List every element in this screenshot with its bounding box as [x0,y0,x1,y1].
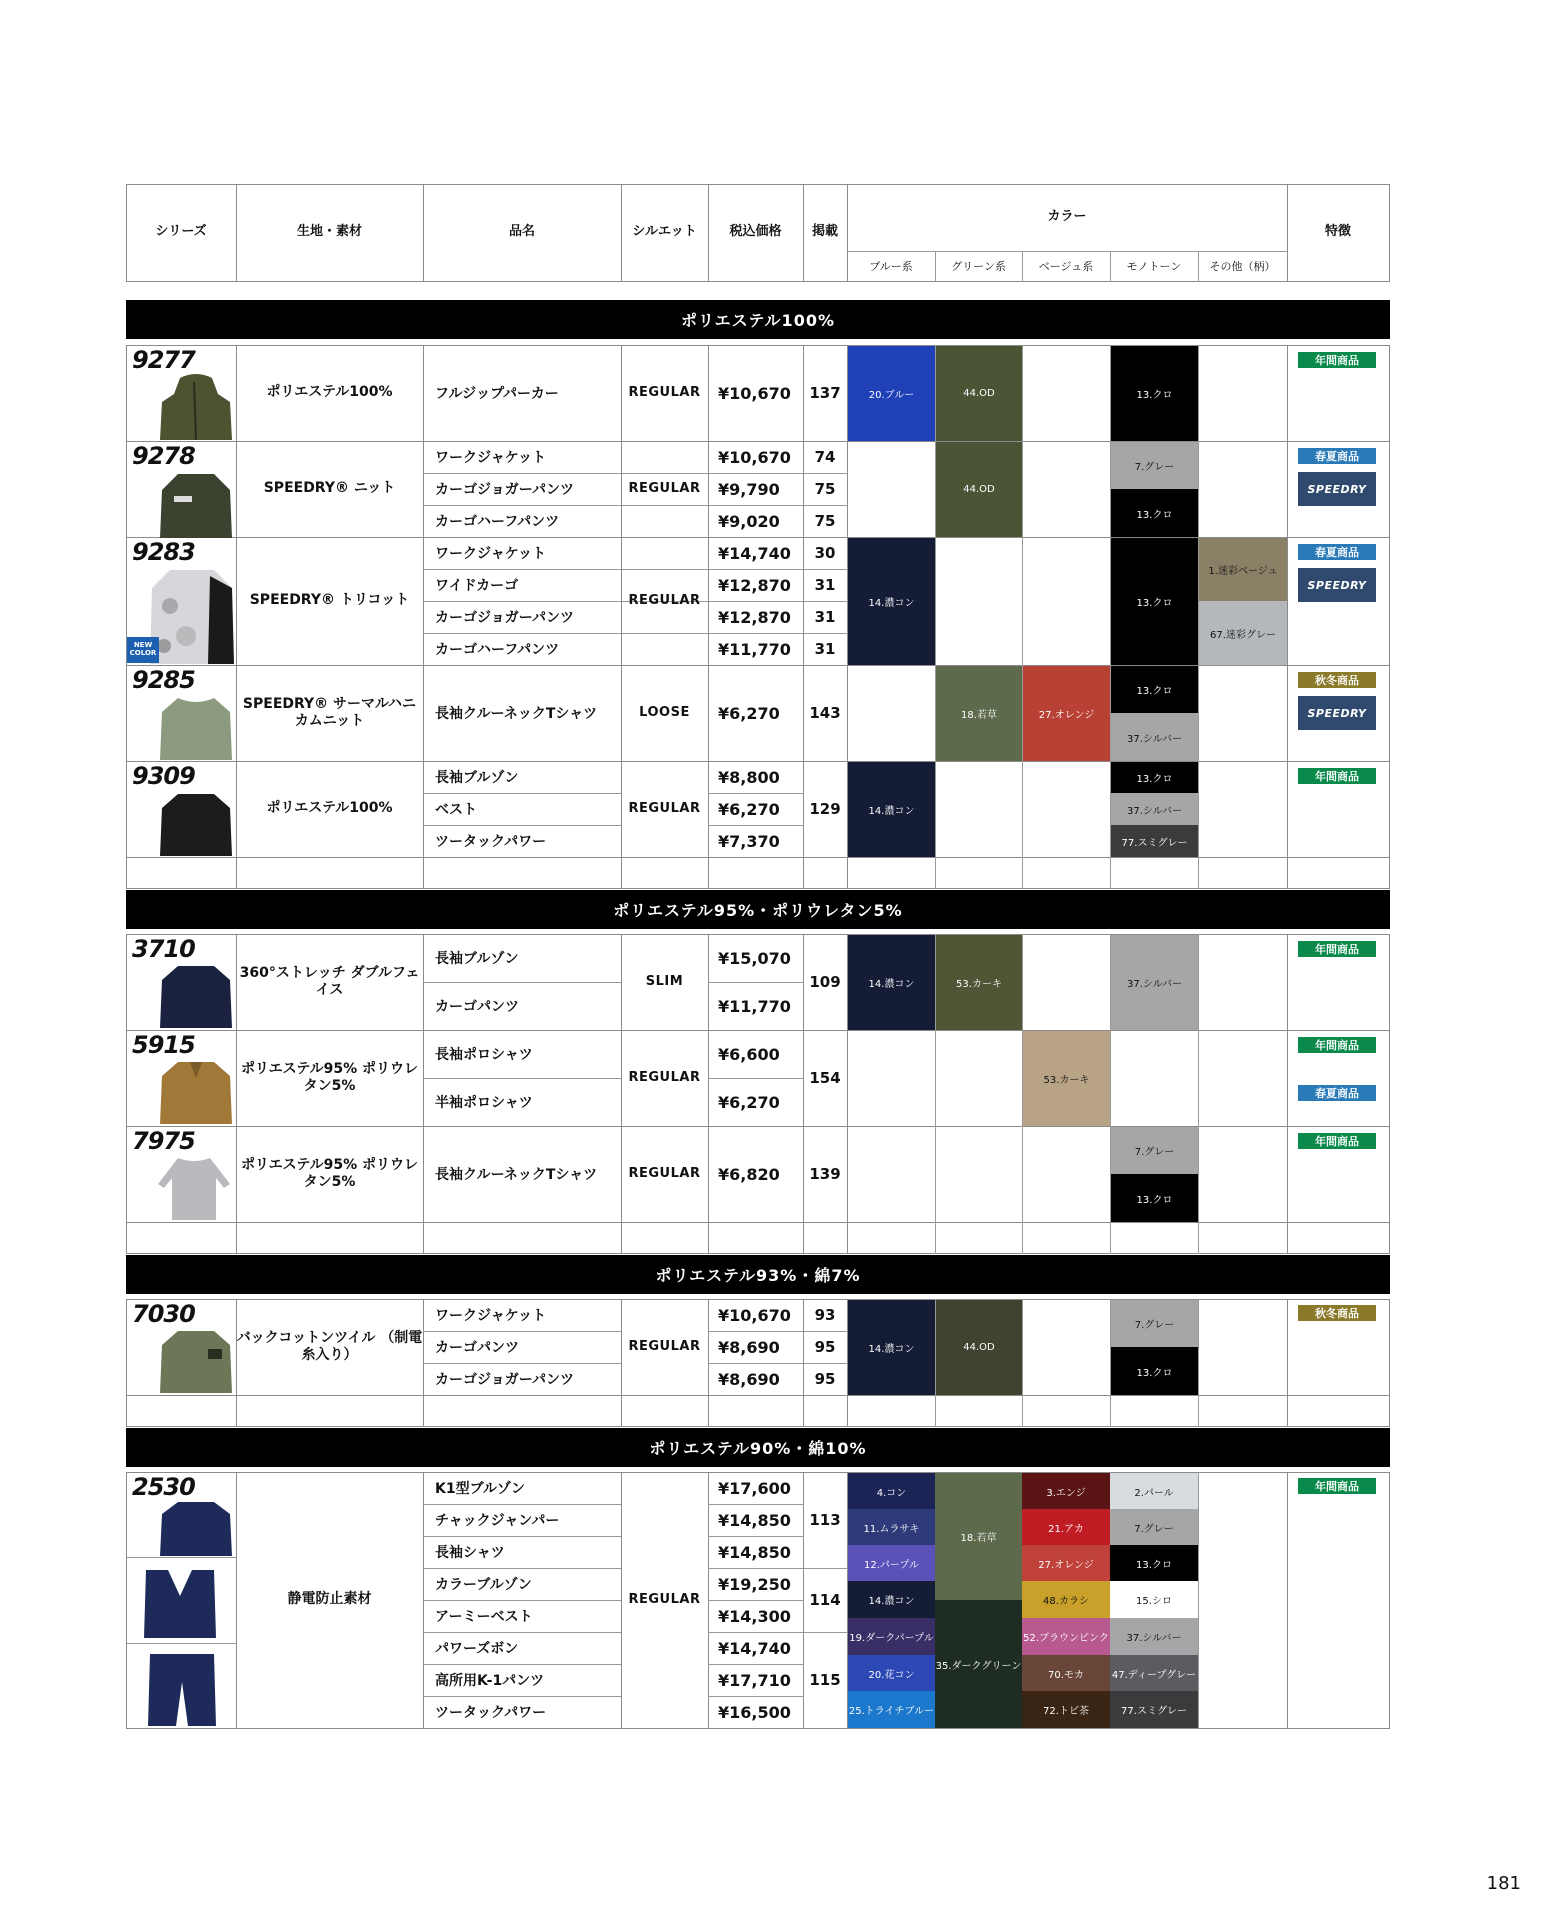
silhouette-label: REGULAR [628,1591,701,1607]
product-image-camo-jacket [150,566,234,664]
price: ¥14,850 [718,1542,791,1562]
price: ¥14,740 [718,1638,791,1658]
product-image-vest [140,1566,220,1638]
col-header-green: グリーン系 [951,259,1006,273]
page-ref: 75 [814,511,836,530]
product-image-blouson [160,962,232,1028]
swatch-tricot-blue: 25.トライチブルー [848,1691,935,1728]
page-ref: 31 [814,639,836,658]
item-name: ツータックパワー [435,1705,547,1721]
page-ref: 95 [814,1369,836,1388]
swatch-khaki: 53.カーキ [936,935,1022,1030]
badge-year-round: 年間商品 [1298,352,1376,368]
page-ref: 113 [809,1510,841,1529]
page-ref: 93 [814,1305,836,1324]
page-ref: 75 [814,479,836,498]
price: ¥6,820 [718,1164,780,1184]
item-name: 半袖ポロシャツ [435,1095,533,1111]
price: ¥16,500 [718,1702,791,1722]
silhouette-label: REGULAR [628,480,701,496]
col-header-item: 品名 [508,224,535,240]
item-name: 長袖クルーネックTシャツ [435,706,598,722]
fabric-label: 360°ストレッチ ダブルフェイス [239,964,420,998]
swatch-dark-purple: 19.ダークパープル [848,1618,935,1655]
item-name: 長袖ブルゾン [435,951,519,967]
col-header-feature: 特徴 [1324,224,1351,240]
col-header-blue: ブルー系 [869,259,913,273]
product-image-blouson [160,1500,232,1556]
swatch-navy: 4.コン [848,1473,935,1509]
swatch-hana-navy: 20.花コン [848,1655,935,1691]
item-name: ツータックパワー [435,834,547,850]
page-ref: 95 [814,1337,836,1356]
fabric-label: ポリエステル95% ポリウレタン5% [240,1060,419,1094]
silhouette-label: REGULAR [628,1338,701,1354]
series-number: 3710 [132,935,195,963]
product-image-jacket [160,1327,232,1393]
swatch-gray: 7.グレー [1111,1127,1198,1174]
price: ¥9,020 [718,511,780,531]
swatch-black: 13.クロ [1111,538,1198,665]
page-ref: 115 [809,1670,841,1689]
swatch-purple: 12.パープル [848,1545,935,1581]
badge-year-round: 年間商品 [1298,1133,1376,1149]
swatch-black: 13.クロ [1111,346,1198,441]
item-name: カーゴジョガーパンツ [435,610,575,626]
new-color-tag: NEW COLOR [127,637,159,663]
fabric-label: バックコットンツイル （制電糸入り） [236,1329,423,1363]
swatch-dark-navy: 14.濃コン [848,762,935,857]
product-image-jacket [160,470,232,538]
silhouette-label: REGULAR [628,592,701,608]
price: ¥8,690 [718,1337,780,1357]
item-name: ワークジャケット [435,546,547,562]
swatch-gray: 7.グレー [1111,442,1198,489]
swatch-od: 44.OD [936,442,1022,537]
swatch-gray: 7.グレー [1111,1300,1198,1347]
fabric-label: ポリエステル100% [266,384,393,401]
swatch-black: 13.クロ [1111,762,1198,793]
price: ¥12,870 [718,575,791,595]
swatch-silver: 37.シルバー [1110,1618,1198,1655]
silhouette-label: REGULAR [628,800,701,816]
section-band-polyester-93: ポリエステル93%・綿7% [126,1255,1390,1294]
swatch-orange: 27.オレンジ [1023,666,1110,761]
page-ref: 31 [814,607,836,626]
price: ¥17,710 [718,1670,791,1690]
swatch-khaki: 53.カーキ [1023,1031,1110,1126]
product-image-polo [160,1058,232,1124]
col-header-beige: ベージュ系 [1038,259,1094,273]
price: ¥19,250 [718,1574,791,1594]
item-name: 長袖ブルゾン [435,770,519,786]
item-name: カーゴジョガーパンツ [435,482,575,498]
swatch-mocha: 70.モカ [1022,1655,1110,1691]
price: ¥6,600 [718,1044,780,1064]
item-name: カーゴジョガーパンツ [435,1372,575,1388]
badge-autumn-winter: 秋冬商品 [1298,1305,1376,1321]
col-header-other: その他（柄） [1209,259,1276,273]
page-ref: 129 [809,799,841,818]
price: ¥14,850 [718,1510,791,1530]
swatch-black: 13.クロ [1111,489,1198,537]
price: ¥17,600 [718,1478,791,1498]
price: ¥9,790 [718,479,780,499]
swatch-dark-navy: 14.濃コン [848,935,935,1030]
page-number: 181 [1486,1873,1521,1894]
item-name: 長袖シャツ [435,1545,505,1561]
swatch-dark-green: 35.ダークグリーン [935,1600,1022,1728]
item-name: 長袖ポロシャツ [435,1047,533,1063]
swatch-gray: 7.グレー [1110,1509,1198,1545]
swatch-black: 13.クロ [1111,666,1198,713]
series-number: 9309 [132,762,195,790]
col-header-mono: モノトーン [1126,259,1182,273]
price: ¥6,270 [718,1092,780,1112]
silhouette-label: LOOSE [639,704,690,720]
swatch-silver: 37.シルバー [1111,793,1198,825]
swatch-wakakusa: 18.若草 [936,666,1022,761]
series-number: 9283 [132,538,195,566]
badge-spring-summer: 春夏商品 [1298,448,1376,464]
swatch-deep-gray: 47.ディープグレー [1110,1655,1198,1691]
page-ref: 74 [814,447,836,466]
price: ¥8,800 [718,767,780,787]
product-image-blouson [160,790,232,856]
swatch-enji: 3.エンジ [1022,1473,1110,1509]
item-name: K1型ブルゾン [435,1481,526,1497]
item-name: カラーブルゾン [435,1577,532,1593]
price: ¥11,770 [718,639,791,659]
silhouette-label: REGULAR [628,1069,701,1085]
product-image-hoodie [160,372,232,440]
col-header-color: カラー [1047,209,1087,225]
item-name: ワイドカーゴ [435,578,519,594]
swatch-dark-navy: 14.濃コン [848,1300,935,1395]
section-band-polyester-100: ポリエステル100% [126,300,1390,339]
page-ref: 31 [814,575,836,594]
speedry-logo: SPEEDRY [1298,568,1376,602]
swatch-murasaki: 11.ムラサキ [848,1509,935,1545]
speedry-logo: SPEEDRY [1298,696,1376,730]
page-ref: 139 [809,1164,841,1183]
page-ref: 137 [809,383,841,402]
item-name: ベスト [435,802,477,818]
fabric-label: ポリエステル95% ポリウレタン5% [240,1156,419,1190]
product-image-pants [146,1652,218,1726]
badge-year-round: 年間商品 [1298,1037,1376,1053]
series-number: 2530 [132,1473,195,1501]
badge-year-round: 年間商品 [1298,1478,1376,1494]
price: ¥6,270 [718,703,780,723]
price: ¥10,670 [718,383,791,403]
price: ¥7,370 [718,831,780,851]
swatch-black: 13.クロ [1111,1174,1198,1222]
badge-year-round: 年間商品 [1298,768,1376,784]
col-header-silhouette: シルエット [632,224,697,240]
swatch-sumi-gray: 77.スミグレー [1111,825,1198,857]
item-name: カーゴハーフパンツ [435,642,560,658]
price: ¥12,870 [718,607,791,627]
item-name: 長袖クルーネックTシャツ [435,1167,598,1183]
swatch-white: 15.シロ [1110,1581,1198,1618]
product-image-compression-shirt [156,1154,232,1220]
price: ¥6,270 [718,799,780,819]
fabric-label: ポリエステル100% [266,800,393,817]
price: ¥15,070 [718,948,791,968]
swatch-camo-beige: 1.迷彩ベージュ [1199,538,1287,601]
page-ref: 30 [814,543,836,562]
item-name: カーゴパンツ [435,1340,519,1356]
swatch-red: 21.アカ [1022,1509,1110,1545]
section-band-polyester-95: ポリエステル95%・ポリウレタン5% [126,890,1390,929]
page-ref: 154 [809,1068,841,1087]
item-name: ワークジャケット [435,1308,547,1324]
silhouette-label: REGULAR [628,384,701,400]
fabric-label: SPEEDRY® サーマルハニカムニット [242,695,417,729]
silhouette-label: REGULAR [628,1165,701,1181]
price: ¥8,690 [718,1369,780,1389]
item-name: チャックジャンパー [435,1513,560,1529]
fabric-label: 静電防止素材 [287,1591,372,1608]
badge-year-round: 年間商品 [1298,941,1376,957]
product-image-tshirt [160,694,232,760]
swatch-od: 44.OD [936,346,1022,441]
section-band-polyester-90: ポリエステル90%・綿10% [126,1428,1390,1467]
price: ¥11,770 [718,996,791,1016]
swatch-tobicha: 72.トビ茶 [1022,1691,1110,1728]
swatch-blue: 20.ブルー [848,346,935,441]
item-name: パワーズボン [435,1641,519,1657]
item-name: カーゴハーフパンツ [435,514,560,530]
swatch-brown-pink: 52.ブラウンピンク [1022,1618,1110,1655]
swatch-karashi: 48.カラシ [1022,1581,1110,1618]
item-name: 高所用K-1パンツ [435,1673,545,1689]
badge-autumn-winter: 秋冬商品 [1298,672,1376,688]
badge-spring-summer: 春夏商品 [1298,1085,1376,1101]
item-name: フルジップパーカー [435,386,559,402]
col-header-price: 税込価格 [729,224,782,240]
swatch-dark-navy: 14.濃コン [848,538,935,665]
fabric-label: SPEEDRY® ニット [263,480,396,497]
series-number: 7030 [132,1300,195,1328]
swatch-black: 13.クロ [1111,1347,1198,1395]
col-header-fabric: 生地・素材 [296,224,362,240]
item-name: カーゴパンツ [435,999,519,1015]
swatch-black: 13.クロ [1110,1545,1198,1581]
item-name: ワークジャケット [435,450,547,466]
item-name: アーミーベスト [435,1609,533,1625]
swatch-camo-gray: 67.迷彩グレー [1199,601,1287,665]
price: ¥10,670 [718,447,791,467]
swatch-wakakusa: 18.若草 [935,1473,1022,1600]
price: ¥14,740 [718,543,791,563]
swatch-od: 44.OD [936,1300,1022,1395]
page-ref: 143 [809,703,841,722]
series-number: 9277 [132,346,195,374]
fabric-label: SPEEDRY® トリコット [249,592,410,609]
series-number: 7975 [132,1127,195,1155]
swatch-silver: 37.シルバー [1111,713,1198,761]
series-number: 9285 [132,666,195,694]
series-number: 5915 [132,1031,195,1059]
price: ¥14,300 [718,1606,791,1626]
swatch-pearl: 2.パール [1110,1473,1198,1509]
swatch-sumi-gray: 77.スミグレー [1110,1691,1198,1728]
col-header-page: 掲載 [811,224,838,240]
col-header-series: シリーズ [155,224,207,240]
page-ref: 114 [809,1590,841,1609]
swatch-orange: 27.オレンジ [1022,1545,1110,1581]
price: ¥10,670 [718,1305,791,1325]
speedry-logo: SPEEDRY [1298,472,1376,506]
page-ref: 109 [809,972,841,991]
badge-spring-summer: 春夏商品 [1298,544,1376,560]
silhouette-label: SLIM [645,973,684,989]
swatch-silver: 37.シルバー [1111,935,1198,1030]
series-number: 9278 [132,442,195,470]
swatch-dark-navy: 14.濃コン [848,1581,935,1618]
